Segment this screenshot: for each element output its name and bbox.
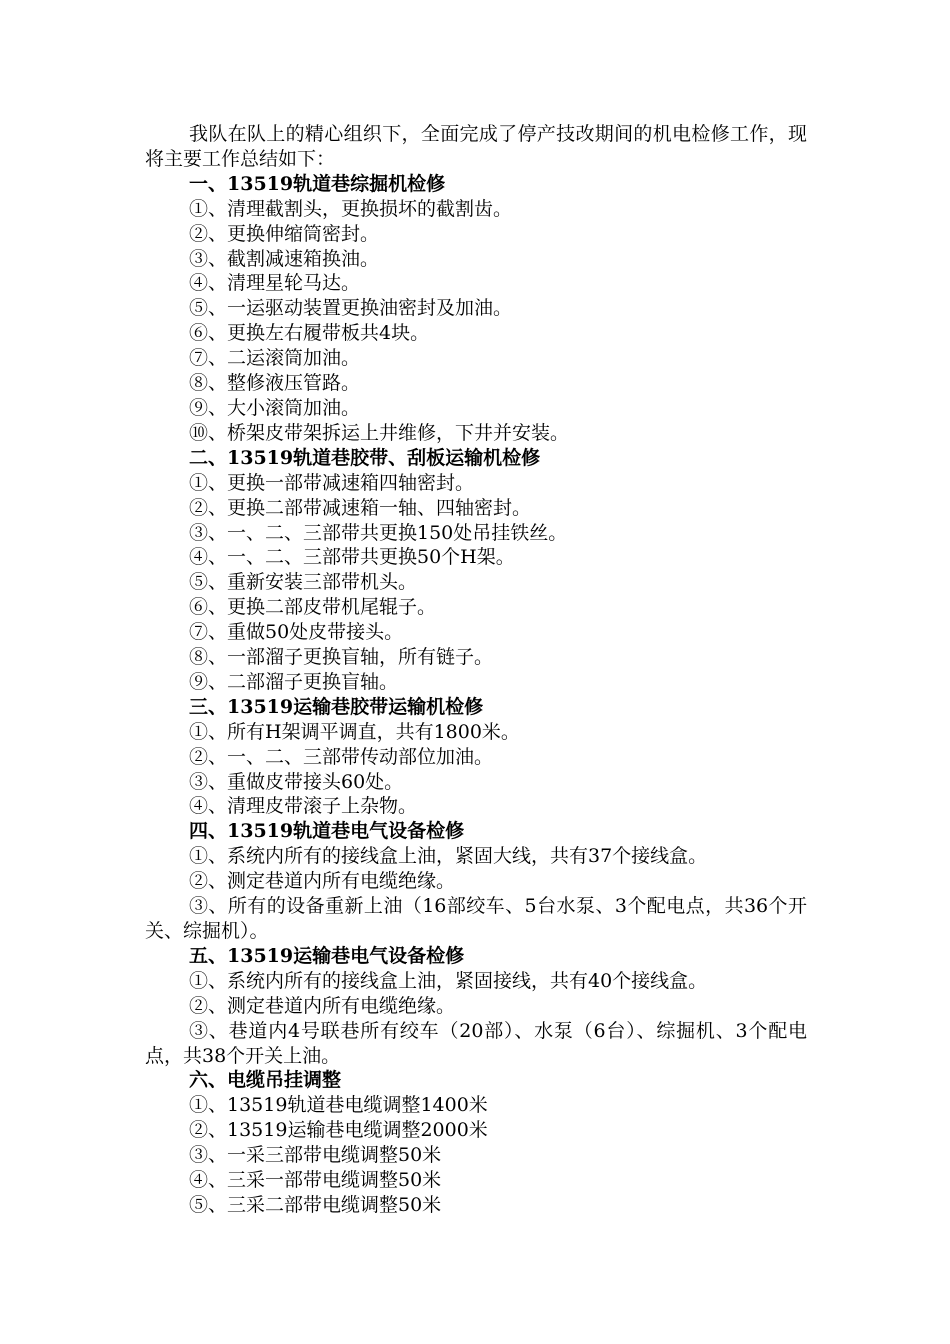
list-item: ④、三采一部带电缆调整50米: [189, 1169, 442, 1192]
list-item: ⑧、整修液压管路。: [189, 372, 361, 395]
intro-paragraph: 我队在队上的精心组织下，全面完成了停产技改期间的机电检修工作，现将主要工作总结如下：: [145, 123, 807, 170]
list-item: ⑨、大小滚筒加油。: [189, 396, 361, 419]
list-item: ⑤、一运驱动装置更换油密封及加油。: [189, 297, 513, 320]
list-item: ③、巷道内4号联巷所有绞车（20部）、水泵（6台）、综掘机、3个配电点，共38个开关上油。: [145, 1019, 807, 1067]
list-item: ④、清理星轮马达。: [189, 272, 361, 295]
list-item: ①、清理截割头，更换损坏的截割齿。: [189, 197, 513, 220]
list-item: ③、重做皮带接头60处。: [189, 770, 404, 793]
list-item: ⑤、三采二部带电缆调整50米: [189, 1193, 442, 1216]
list-item: ⑦、重做50处皮带接头。: [189, 621, 404, 644]
list-item: ⑨、二部溜子更换盲轴。: [189, 670, 399, 693]
list-item: ⑩、桥架皮带架拆运上井维修，下井并安装。: [189, 421, 570, 444]
list-item: ③、一采三部带电缆调整50米: [189, 1144, 442, 1167]
section-6: [145, 1068, 807, 1217]
list-item: ②、测定巷道内所有电缆绝缘。: [189, 994, 456, 1017]
list-item: ②、更换伸缩筒密封。: [189, 222, 380, 245]
section-title: 二、13519轨道巷胶带、刮板运输机检修: [189, 446, 541, 469]
list-item: ①、13519轨道巷电缆调整1400米: [189, 1094, 488, 1117]
list-item: ⑧、一部溜子更换盲轴，所有链子。: [189, 646, 494, 669]
list-item: ④、清理皮带滚子上杂物。: [189, 795, 418, 818]
list-item: ①、更换一部带减速箱四轴密封。: [189, 471, 475, 494]
list-item: ②、一、二、三部带传动部位加油。: [189, 745, 494, 768]
section-title: 五、13519运输巷电气设备检修: [189, 944, 465, 967]
section-3: [145, 695, 807, 820]
list-item: ⑥、更换二部皮带机尾辊子。: [189, 596, 437, 619]
list-item: ①、系统内所有的接线盒上油，紧固接线，共有40个接线盒。: [189, 969, 708, 992]
list-item: ①、系统内所有的接线盒上油，紧固大线，共有37个接线盒。: [189, 845, 708, 868]
list-item: ⑥、更换左右履带板共4块。: [189, 322, 430, 345]
list-item: ③、所有的设备重新上油（16部绞车、5台水泵、3个配电点，共36个开关、综掘机）。: [145, 895, 807, 942]
list-item: ②、更换二部带减速箱一轴、四轴密封。: [189, 496, 532, 519]
list-item: ③、截割减速箱换油。: [189, 247, 380, 270]
list-item: ⑦、二运滚筒加油。: [189, 347, 361, 370]
list-item: ③、一、二、三部带共更换150处吊挂铁丝。: [189, 521, 568, 544]
section-title: 一、13519轨道巷综掘机检修: [189, 172, 446, 195]
section-1: [145, 172, 807, 446]
list-item: ④、一、二、三部带共更换50个H架。: [189, 546, 515, 569]
section-title: 三、13519运输巷胶带运输机检修: [189, 695, 484, 718]
list-item: ②、测定巷道内所有电缆绝缘。: [189, 870, 456, 893]
list-item: ①、所有H架调平调直，共有1800米。: [189, 720, 520, 743]
section-4: [145, 819, 807, 944]
section-title: 六、电缆吊挂调整: [189, 1069, 342, 1092]
section-5: [145, 944, 807, 1069]
section-title: 四、13519轨道巷电气设备检修: [189, 820, 465, 843]
list-item: ⑤、重新安装三部带机头。: [189, 571, 418, 594]
document-page: [145, 122, 807, 1218]
list-item: ②、13519运输巷电缆调整2000米: [189, 1119, 488, 1142]
section-2: [145, 446, 807, 695]
